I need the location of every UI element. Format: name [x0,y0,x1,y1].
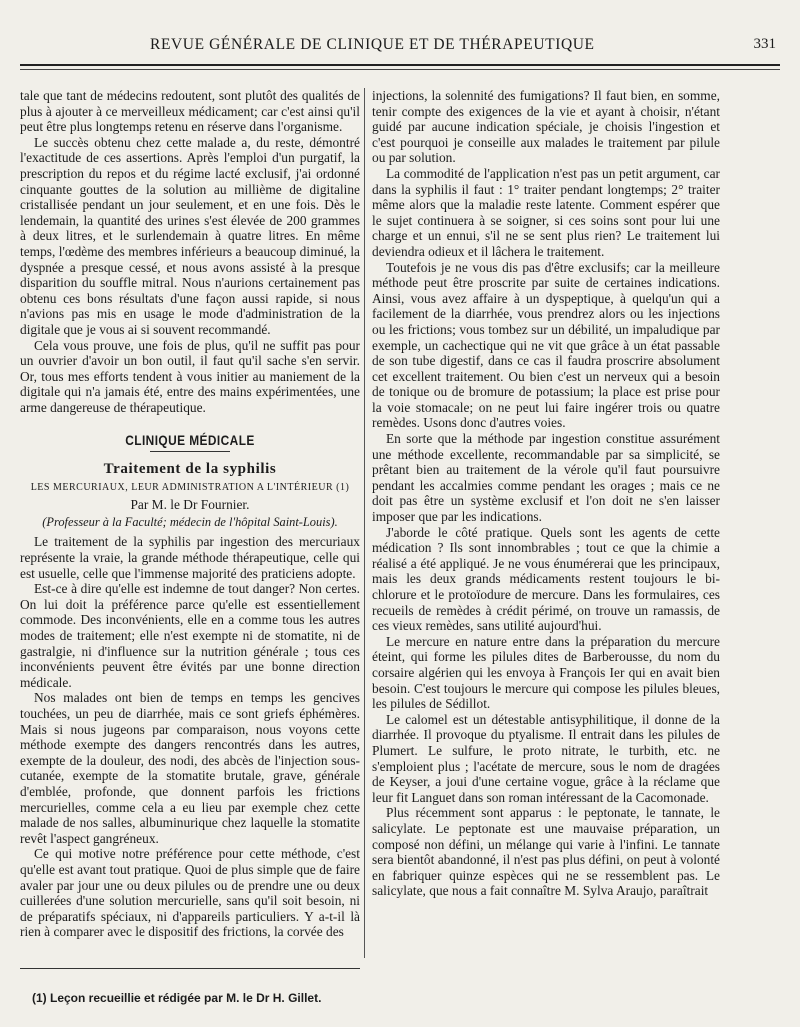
paragraph: Toutefois je ne vous dis pas d'être exclusifs; car la meilleure méthode peut être proscrite par suite de certaines indications. Ainsi, vous avez affaire à un dyspeptique, à quelqu'un qui a facilement de la diarrhée, vous prendrez alors ou les injections ou les frictions; vous tombez sur un débilité, un impaludique par exemple, un cachectique qui ne vit que grâce à un état passable de son tube digestif, dans ce cas il faudra proscrire absolument cet excellent traitement. Ou bien c'est un nerveux qui a besoin de tonique ou de bromure de potassium; la place est prise pour la voie stomacale; on ne peut lui faire ingérer trois ou quatre remèdes. Usons donc d'autres voies. [372,259,720,431]
page-number: 331 [753,36,776,52]
paragraph: Plus récemment sont apparus : le peptonate, le tannate, le salicylate. Le peptonate est une mauvaise préparation, un composé non défini, un mélange qui varie à l'infini. Le tannate sera bientôt abandonné, il n'est pas plus défini, on peut à volonté en fabriquer quinze espèces qui ne se ressemblent pas. Le salicylate, que nous a fait connaître M. Sylva Araujo, paraîtrait [372,805,720,899]
paragraph: J'aborde le côté pratique. Quels sont les agents de cette médication ? Ils sont innombrables ; tout ce que la chimie a réalisé a été appliqué. Je ne vous énumérerai que les principaux, mais les deux grands médicaments restent toujours le bi-chlorure et le protoïodure de mercure. Dans les formulaires, ces recueils de remèdes à crédit périmé, on trouve un ramassis, de ces vieux remèdes, sans utilité aujourd'hui. [372,524,720,634]
paragraph: La commodité de l'application n'est pas un petit argument, car dans la syphilis il faut : 1° traiter pendant longtemps; 2° traiter même alors que la maladie reste latente. Comment espérer que le sujet continuera à se soigner, si ces soins sont pour lui une charge et un ennui, s'il ne se sent plus rien? Le traitement lui deviendra odieux et il lâchera le traitement. [372,165,720,259]
section-rule [150,451,230,452]
left-column [20,88,360,940]
article-author: Par M. le Dr Fournier. [130,497,250,513]
paragraph: tale que tant de médecins redoutent, sont plutôt des qualités de plus à ajouter à ce merveilleux médicament; car c'est ainsi qu'il peut être plus longtemps retenu en réserve dans l'organisme. [20,88,360,135]
paragraph: Le succès obtenu chez cette malade a, du reste, démontré l'exactitude de ces assertions. Après l'emploi d'un purgatif, la prescription du repos et du régime lacté exclusif, j'ai ordonné cinquante gouttes de la solution au millième de digitaline cristallisée pendant un jour seulement, et en une fois. Dès le lendemain, la quantité des urines s'est élevée de 200 grammes à deux litres, et le surlendemain à quatre litres. En même temps, l'œdème des membres inférieurs a beaucoup diminué, la dyspnée a presque cessé, et nous avons assisté à la presque disparition du souffle mitral. Nous n'aurions certainement pas obtenu ces bons résultats d'une façon aussi rapide, si nous n'avions pas mis en usage le mode d'administration de la digitale que je vous ai si souvent recommandé. [20,134,360,337]
paragraph: Cela vous prouve, une fois de plus, qu'il ne suffit pas pour un ouvrier d'avoir un bon outil, il faut qu'il sache s'en servir. Or, tous mes efforts tendent à vous initier au maniement de la digitale qui n'a jamais été, entre des mains expérimentées, une arme dangereuse de thérapeutique. [20,337,360,415]
paragraph: Ce qui motive notre préférence pour cette méthode, c'est qu'elle est avant tout pratique. Quoi de plus simple que de faire avaler par jour une ou deux pilules ou de prendre une ou deux cuillerées d'une solution mercurielle, sans qu'il soit besoin, ni de préparatifs spéciaux, ni d'appareils particuliers. Y a-t-il là rien à comparer avec le dispositif des frictions, la corvée des [20,846,360,940]
paragraph: Le traitement de la syphilis par ingestion des mercuriaux représente la vraie, la grande méthode thérapeutique, celle qui est usuelle, celle que l'immense majorité des praticiens adopte. [20,534,360,581]
paragraph: injections, la solennité des fumigations? Il faut bien, en somme, tenir compte des exigences de la vie et ayant à choisir, n'étant guidé par aucune indication spéciale, je choisis l'ingestion et c'est pourquoi je conseille aux malades le traitement par pilule ou par solution. [372,88,720,166]
paragraph: Est-ce à dire qu'elle est indemne de tout danger? Non certes. On lui doit la préférence parce qu'elle est essentiellement commode. Des inconvénients, elle en a comme tous les autres modes de traitement; elle n'est exempte ni de stomatite, ni de gastralgie, ni d'influence sur la nutrition générale ; tous ces inconvénients peuvent être évités par une bonne direction médicale. [20,581,360,690]
paragraph: Le mercure en nature entre dans la préparation du mercure éteint, qui forme les pilules dites de Barberousse, du nom du corsaire algérien qui les envoya à François Ier qui en avait bien besoin. C'est toujours le mercure qui compose les pilules bleues, les pilules de Sédillot. [372,633,720,712]
section-heading: CLINIQUE MÉDICALE [125,432,255,449]
article-subtitle: LES MERCURIAUX, LEUR ADMINISTRATION A L'INTÉRIEUR (1) [30,481,350,493]
column-divider [364,88,365,958]
footnote-rule [20,968,360,969]
journal-title: REVUE GÉNÉRALE DE CLINIQUE ET DE THÉRAPEUTIQUE [150,36,595,53]
footnote: (1) Leçon recueillie et rédigée par M. le Dr H. Gillet. [32,991,322,1005]
paragraph: Le calomel est un détestable antisyphilitique, il donne de la diarrhée. Il provoque du ptyalisme. Il entrait dans les pilules de Plumert. Le sulfure, le proto nitrate, le turbith, etc. ne s'emploient plus ; l'acétate de mercure, sous le nom de dragées de Keyser, a joui d'une certaine vogue, grâce à la réclame que leur fit Languet dans son roman intéressant de la Cacomonade. [372,711,720,805]
paragraph: En sorte que la méthode par ingestion constitue assurément une méthode excellente, recommandable par sa simplicité, se prêtant bien au traitement de la vérole qu'il faut poursuivre pendant les accalmies comme pendant les orages ; mais ce ne doit pas être un système exclusif et l'on doit ne s'en laisser imposer que par les indications. [372,431,720,525]
article-title: Traitement de la syphilis [103,461,277,478]
header-rule [20,64,780,70]
right-column [372,88,720,899]
paragraph: Nos malades ont bien de temps en temps les gencives touchées, un peu de diarrhée, mais ce sont griefs éphémères. Mais si nous jugeons par comparaison, nous voyons cette méthode exempte des dangers rencontrés dans les autres, exempte de la douleur, des nodi, des abcès de l'injection sous-cutanée, exempte de la stomatite brutale, grave, générale d'emblée, profonde, que donnent parfois les frictions mercurielles, comme cela a eu lieu par exemple chez cette malade de nos salles, albuminurique chez laquelle la stomatite revêt l'aspect gangréneux. [20,690,360,846]
running-header [20,30,780,60]
author-affiliation: (Professeur à la Faculté; médecin de l'hôpital Saint-Louis). [42,514,338,529]
